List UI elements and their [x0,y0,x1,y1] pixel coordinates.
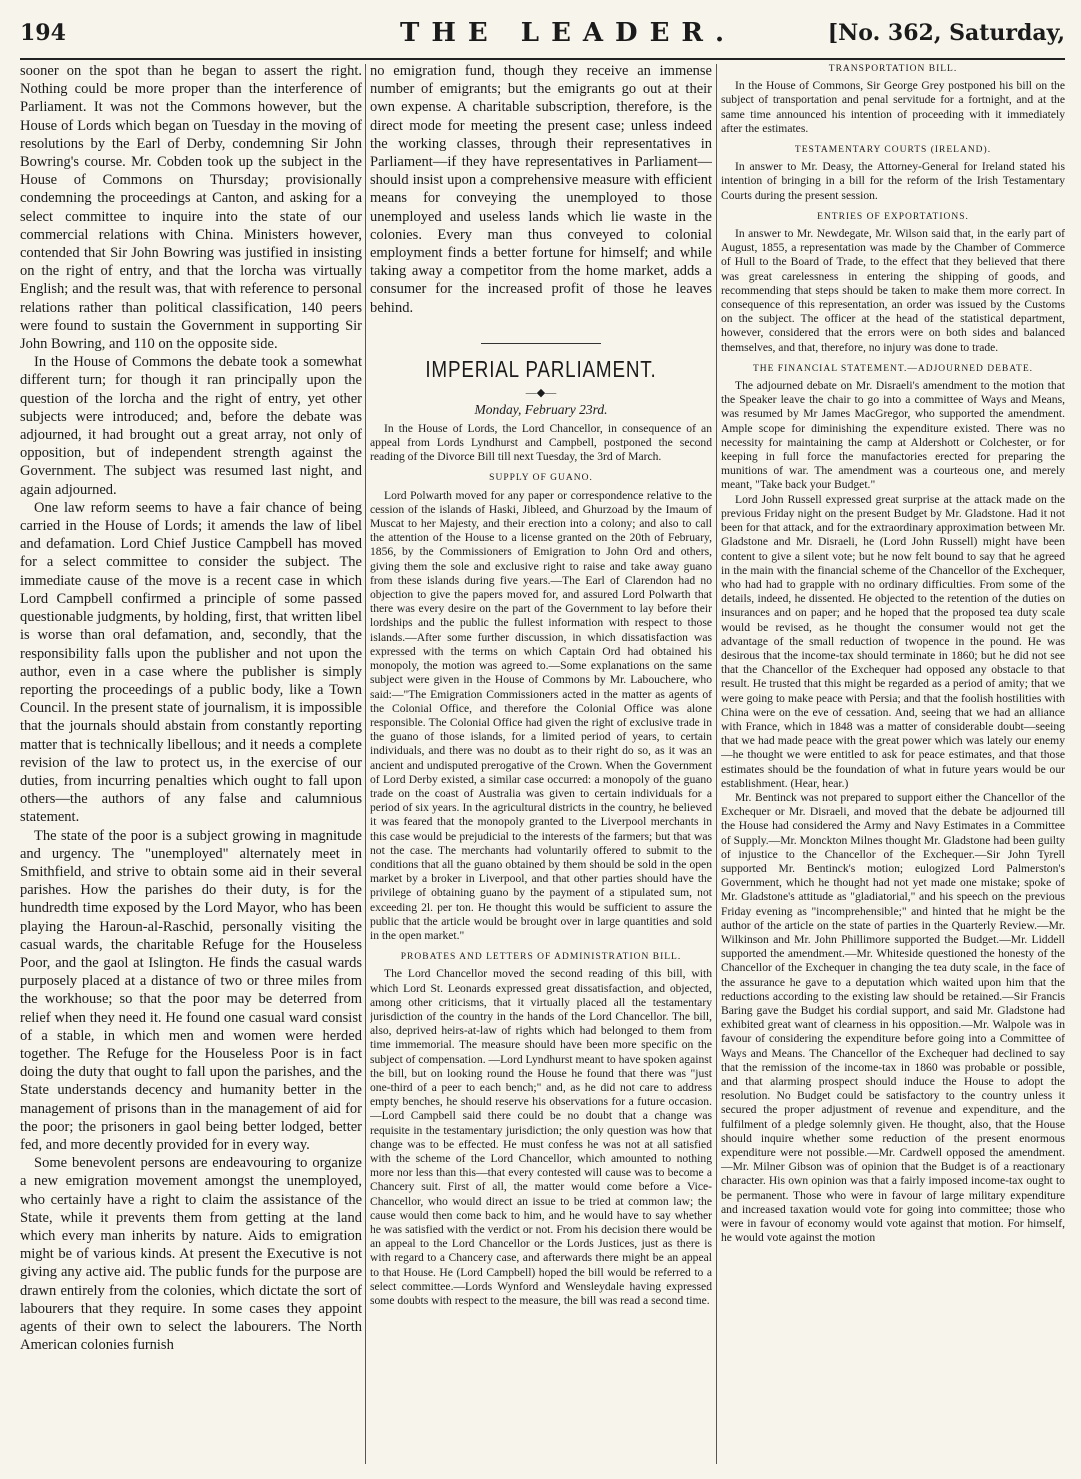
left-paragraph: Some benevolent persons are endeavouring to organize a new emigration movement amongst the unemployed, who certainly have a right to claim the assistance of the State, while it prevents them from getting at the land which every man inherits by nature. Aids to emigration might be of various kinds. At present the Executive is not giving any active aid. The public funds for the purpose are drawn entirely from the colonies, which dictate the sort of labourers that they require. In some cases they appoint agents of their own to select the labourers. The North American colonies furnish [20,1155,362,1354]
newspaper-title: THE LEADER. [400,18,737,48]
middle-continued-paragraph: no emigration fund, though they receive an immense number of emigrants; but the emigrants go out at their own expense. A charitable subscription, therefore, is the direct mode for meeting the present case; unless indeed the working classes, through their representatives in Parliament—if they have representatives in Parliament—should insist upon a comprehensive measure with efficient means for conveying the unemployed to those unemployed and useless lands which lie waste in the colonies. Every man thus conveyed to colonial employment finds a better fortune for himself; and while taking away a competitor from the home market, adds a consumer for the increased profit of those he leaves behind. [370,63,712,316]
middle-column [370,62,712,1467]
article [370,950,712,1308]
article [721,210,1065,355]
article-heading: ENTRIES OF EXPORTATIONS. [817,211,969,222]
masthead-rule [20,58,1065,60]
column-divider [365,64,366,1464]
left-paragraph: The state of the poor is a subject growing in magnitude and urgency. The "unemployed" alternately meet in Smithfield, and strive to obtain some aid in their several parishes. How the parishes do their duty, is for the hundredth time exposed by the Lord Mayor, who has been playing the Haroun-al-Raschid, personally visiting the casual wards, the charitable Refuge for the Houseless Poor, and the gaol at Islington. He finds the casual wards purposely placed at a distance of two or three miles from the workhouse; so that the poor may be deterred from relief when they need it. He found one casual ward consist of a stable, in which men and women were herded together. The Refuge for the Houseless Poor is in fact doing the duty that ought to fall upon the parishes, and the State understands decency and humanity better in the management of prisons than in the management of aid for the poor; the prisoners in gaol being better lodged, better fed, and more decently provided for in every way. [20,827,362,1153]
article-paragraph: In the House of Commons, Sir George Grey postponed his bill on the subject of transportation and penal servitude for a fortnight, and at the same time announced his intention of proceeding with it immediately after the estimates. [721,79,1065,135]
article-heading: TRANSPORTATION BILL. [828,64,958,74]
left-paragraph: sooner on the spot than he began to assert the right. Nothing could be more proper than the interference of Parliament. It was not the Commons however, but the House of Lords which began on Tuesday in the moving of resolutions by the Earl of Derby, condemning Sir John Bowring's course. Mr. Cobden took up the subject in the House of Commons on Thursday; provisionally condemning the proceedings at Canton, and asking for a select committee to inquire into the state of our commercial relations with China. Ministers however, contended that Sir John Bowring was justified in insisting on the right of entry, and that the lorcha was virtually English; and the result was, that with reference to personal relations rather than political classification, 140 peers were found to sustain the Government in supporting Sir John Bowring, and 110 on the opposite side. [20,63,362,353]
section-title: IMPERIAL PARLIAMENT. [425,355,657,382]
article [721,143,1065,203]
article-paragraph: In answer to Mr. Deasy, the Attorney-General for Ireland stated his intention of bringing in a bill for the reform of the Irish Testamentary Courts during the present session. [721,160,1065,202]
column-divider [716,64,717,1464]
article-heading: TESTAMENTARY COURTS (IRELAND). [794,145,992,156]
article-heading: SUPPLY OF GUANO. [489,473,593,484]
page-number: 194 [20,20,66,46]
issue-info: [No. 362, Saturday, [827,20,1065,46]
ornament-divider: —◆— [525,386,557,399]
article [370,471,712,943]
article-paragraph: The adjourned debate on Mr. Disraeli's amendment to the motion that the Speaker leave the chair to go into a committee of Ways and Means, was resumed by Mr James MacGregor, who supported the amendment. Ample scope for diminishing the expenditure existed. There was no necessity for maintaining the camp at Aldershott or Colchester, or for keeping in full force the manufactories erected for preparing the munitions of war. The amendment was a courteous one, and merely meant, "Take back your Budget." [721,379,1065,492]
masthead [20,14,1065,58]
left-paragraph: In the House of Commons the debate took a somewhat different turn; for though it ran principally upon the question of the lorcha and the right of entry, yet other subjects were introduced; and, before the debate was adjourned, it had brought out a great array, not only of opposition, but of independent strength against the Government. The subject was resumed last night, and again adjourned. [20,354,362,498]
article-paragraph: Lord Polwarth moved for any paper or correspondence relative to the cession of the islands of Haski, Jibleed, and Ghurzoad by the Imaum of Muscat to her Majesty, and their erection into a colony; and also to call the attention of the House to a license granted on the 20th of February, 1856, by the Commissioners of Emigration to John Ord and others, giving them the sole and exclusive right to raise and take away guano from these islands during five years.—The Earl of Clarendon had no objection to give the papers moved for, and assured Lord Polwarth that there was every desire on the part of the Government to lay before their lordships and the public the fullest information with respect to those islands.—After some further discussion, in which dissatisfaction was expressed with the terms on which Captain Ord had obtained his monopoly, the motion was agreed to.—Some explanations on the same subject were given in the House of Commons by Mr. Labouchere, who said:—"The Emigration Commissioners acted in the matter as agents of the Colonial Office, and therefore the Colonial Office was alone responsible. The Colonial Office had given the right of exclusive trade in the guano of those islands, for a limited period of years, to certain individuals, and there was no doubt as to their right do so, as it was an ancient and undisputed prerogative of the Crown. When the Government of Lord Derby existed, a similar case occurred: a monopoly of the guano trade on the coast of Australia was given to certain individuals for a period of six years. In the agricultural districts in the country, he believed it was feared that the monopoly granted to the Liverpool merchants in this case would be prejudicial to the interests of the farmers; but that was not the case. The merchants had voluntarily offered to submit to the conditions that all the guano obtained by them should be sold in the open market by a broker in Liverpool, and that other parties should have the privilege of obtaining guano by the payment of a stipulated sum, not exceeding 2l. per ton. He thought this would be sufficient to assure the public that the article would be brought over in large quantities and sold in the open market." [370,488,712,942]
article [370,422,712,465]
article-heading: PROBATES AND LETTERS OF ADMINISTRATION BILL. [400,952,682,963]
article [721,62,1065,136]
article-paragraph: In answer to Mr. Newdegate, Mr. Wilson said that, in the early part of August, 1855, a representation was made by the Chamber of Commerce of Hull to the Board of Trade, to the effect that they believed that there was great carelessness in entering the shipping of goods, and recommending that steps should be taken to make them more correct. In consequence of this representation, an order was issued by the Customs on the subject. The officer at the head of the statistical department, however, considered that the errors were on both sides and balanced themselves, and that, therefore, no injury was done to trade. [721,227,1065,354]
left-paragraph: One law reform seems to have a fair chance of being carried in the House of Lords; it amends the law of libel and defamation. Lord Chief Justice Campbell has moved for a select committee to consider the subject. The immediate cause of the move is a recent case in which Lord Campbell confirmed a principle of some passed questionable judgments, by holding, first, that written libel is worse than oral defamation, and, secondly, that the responsibility falls upon the publisher and not upon the author, even in a case where the publisher is simply reporting the proceedings of a public body, like a Town Council. In the present state of journalism, it is impossible that the journals should abstain from constantly reporting matter that is technically libellous; and it needs a complete revision of the law to protect us, in the exercise of our duties, from incurring penalties which ought to fall upon others—the authors of any false and calumnious statement. [20,499,362,826]
article-heading: THE FINANCIAL STATEMENT.—ADJOURNED DEBATE. [752,363,1034,374]
section-rule [481,343,601,344]
right-column [721,62,1065,1467]
article-paragraph: The Lord Chancellor moved the second reading of this bill, with which Lord St. Leonards expressed great dissatisfaction, and objected, among other criticisms, that it virtually placed all the testamentary jurisdiction of the country in the hands of the Lord Chancellor. The bill, also, deprived heirs-at-law of rights which had belonged to them from time immemorial. The measure should have been more specific on the subject of compensation. —Lord Lyndhurst meant to have spoken against the bill, but on looking round the House he found that there was "just one-third of a peer to each bench;" and, as he did not care to address empty benches, he should reserve his observations for a future occasion.—Lord Campbell said there could be no doubt that a change was requisite in the testamentary jurisdiction; the only question was how that change was to be effected. He must confess he was not at all satisfied with the scheme of the Lord Chancellor, which amounted to nothing more nor less than this—that every contested will cause was to become a Chancery suit. First of all, the matter would come before a Vice-Chancellor, who would direct an issue to be tried at common law; the cause would then come back to him, and he would have to say whether he was satisfied with the verdict or not. From his decision there would be an appeal to the Lord Chancellor or the Lords Justices, just as there is with regard to a Chancery case, and afterwards there might be an appeal to that House. He (Lord Campbell) hoped the bill would be referred to a select committee.—Lords Wynford and Wensleydale having expressed some doubts with respect to the measure, the bill was read a second time. [370,967,712,1308]
left-column [20,62,362,1467]
article-paragraph: Lord John Russell expressed great surprise at the attack made on the previous Friday night on the present Budget by Mr. Gladstone. Had it not been for that attack, and for the extraordinary approximation between Mr. Gladstone and Mr. Disraeli, he (Lord John Russell) might have been content to give a silent vote; but he now felt bound to say that he agreed in the main with the financial scheme of the Chancellor of the Exchequer, who had had to grapple with no ordinary difficulties. From some of the details, indeed, he dissented. He objected to the retention of the duties on insurances and on paper; and he hoped that the proposed tea duty scale would be revised, as he thought the consumer would not get the advantage of the small reduction of twopence in the pound. He was desirous that the income-tax should terminate in 1860; but he did not see that the Chancellor of the Exchequer had opposed any obstacle to that result. He trusted that this might be regarded as a period of amity; that we were going to make peace with Persia; and that the foolish hostilities with China were on the eve of cessation. And, seeing that we had an alliance with France, which in 1848 was a matter of considerable doubt—seeing that we had made peace with the great power which was lately our enemy—he thought we were entitled to ask for peace estimates, and that those estimates should be the foundation of what in future years would be our establishment. (Hear, hear.) [721,492,1065,790]
article [721,362,1065,1246]
article-paragraph: Mr. Bentinck was not prepared to support either the Chancellor of the Exchequer or Mr. Disraeli, and moved that the debate be adjourned till the House had considered the Army and Navy Estimates in a Committee of Supply.—Mr. Monckton Milnes thought Mr. Gladstone had been guilty of injustice to the Chancellor of the Exchequer.—Sir John Tyrell supported Mr. Bentinck's motion; eulogized Lord Palmerston's Government, which he thought had not yet made one mistake; spoke of Mr. Gladstone's attitude as "gladiatorial," and his speech on the previous Friday evening as "incomprehensible;" and hinted that he might be the author of the article on the state of parties in the Quarterly Review.—Mr. Wilkinson and Mr. John Phillimore supported the Budget.—Mr. Liddell supported the amendment.—Mr. Whiteside questioned the honesty of the Chancellor of the Exchequer in changing the tea duty scale, in the face of the assurance he gave to a deputation which waited upon him that the reductions according to the existing law should be retained.—Sir Francis Baring gave the Budget his cordial support, and said Mr. Gladstone had exhibited great want of clearness in his opposition.—Mr. Walpole was in favour of considering the expenditure before going into a Committee of Ways and Means. The Chancellor of the Exchequer had declined to say that the remission of the income-tax in 1860 was probable or possible, and that alarming prospect should induce the House to adopt the resolution. No Budget could be satisfactory to the country unless it secured the proper adjustment of revenue and expenditure, and the fulfilment of a pledge solemnly given. He thought, also, that the House should inquire whether some reduction of the present enormous expenditure were not possible.—Mr. Cardwell opposed the amendment.—Mr. Milner Gibson was of opinion that the Budget is of a reactionary character. His own opinion was that a fairly imposed income-tax ought to be permanent. Those who were in favour of large military expenditure and increased taxation would vote for going into committee; those who were in favour of economy would vote against that motion. For himself, he would vote against the motion [721,790,1065,1245]
article-paragraph: In the House of Lords, the Lord Chancellor, in consequence of an appeal from Lords Lyndhurst and Campbell, postponed the second reading of the Divorce Bill till next Tuesday, the 3rd of March. [370,421,712,464]
session-date: Monday, February 23rd. [474,401,608,417]
